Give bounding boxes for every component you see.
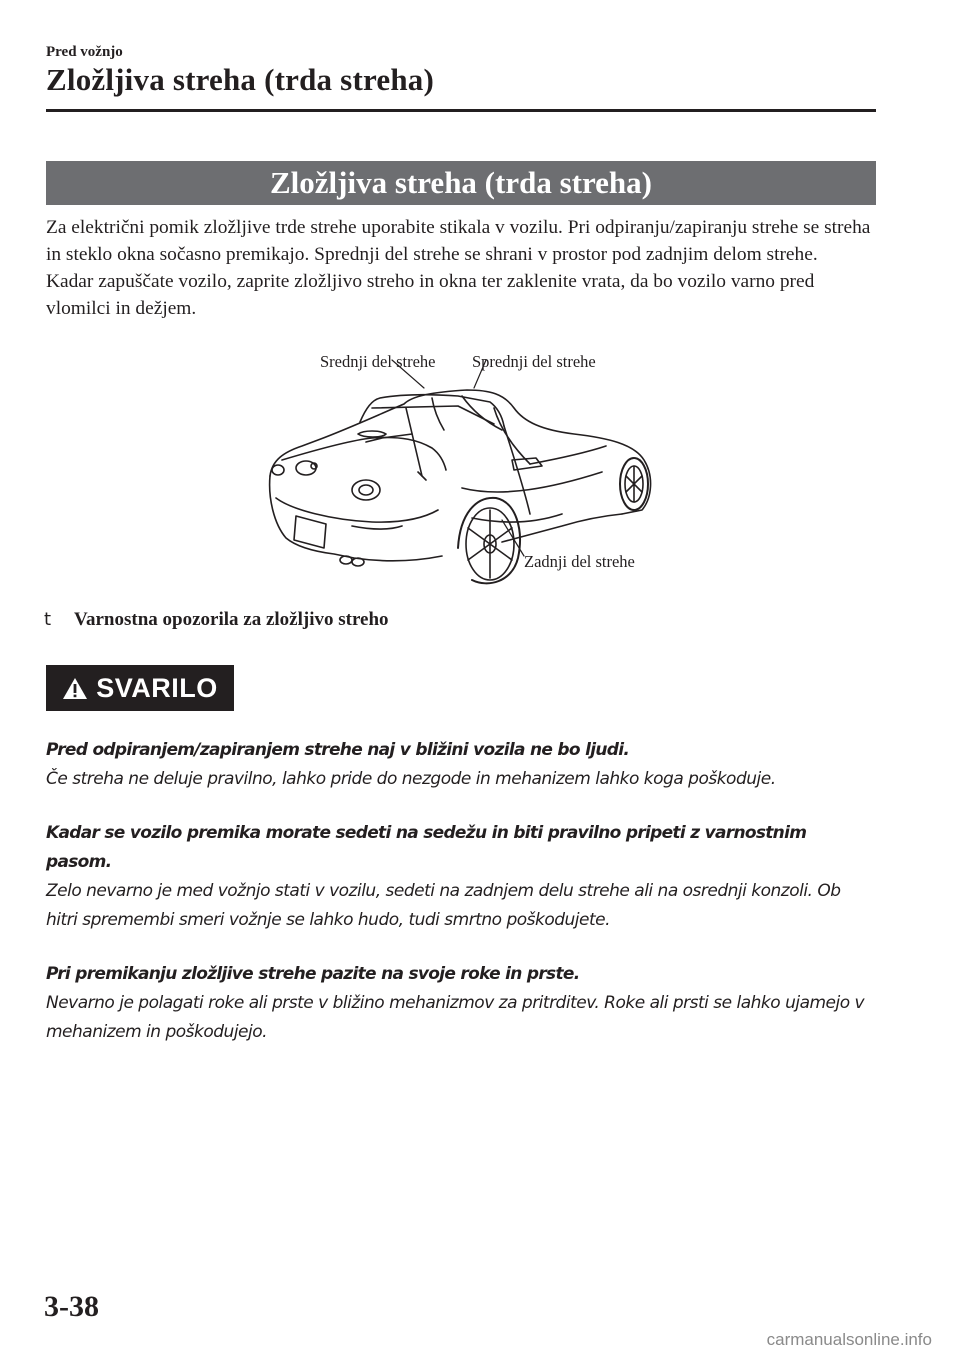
warning-item (46, 736, 876, 794)
subsection-title: Varnostna opozorila za zložljivo streho (74, 609, 389, 630)
callout-rear-roof: Zadnji del strehe (524, 552, 635, 571)
callout-front-roof: Sprednji del strehe (472, 352, 596, 371)
watermark: carmanualsonline.info (766, 1330, 932, 1349)
warning-triangle-icon (62, 677, 88, 700)
warning-heading: Pred odpiranjem/zapiranjem strehe naj v bližini vozila ne bo ljudi. (46, 740, 630, 760)
warning-heading: Kadar se vozilo premika morate sedeti na sedežu in biti pravilno pripeti z varnostnim pasom. (46, 823, 807, 872)
warning-body: Če streha ne deluje pravilno, lahko pride do nezgode in mehanizem lahko koga poškoduje. (46, 769, 776, 789)
warning-body: Nevarno je polagati roke ali prste v bližino mehanizmov za pritrditev. Roke ali prsti se lahko ujamejo v mehanizem in poškodujejo. (46, 993, 865, 1042)
page-title: Zložljiva streha (trda streha) (46, 62, 434, 97)
section-banner: Zložljiva streha (trda streha) (46, 161, 876, 205)
intro-paragraph-1: Za električni pomik zložljive trde strehe uporabite stikala v vozilu. Pri odpiranju/zapiranju strehe se streha in steklo okna sočasno premikajo. Sprednji del strehe se shrani v prostor pod zadnjim delom strehe. (46, 217, 871, 265)
warning-body: Zelo nevarno je med vožnjo stati v vozilu, sedeti na zadnjem delu strehe ali na osrednji konzoli. Ob hitri spremembi smeri vožnje se lahko hudo, tudi smrtno poškodujete. (46, 881, 841, 930)
warning-badge (46, 665, 234, 711)
bullet-glyph: t (44, 609, 52, 630)
warning-heading: Pri premikanju zložljive strehe pazite na svoje roke in prste. (46, 964, 580, 984)
title-divider (46, 109, 876, 112)
callout-middle-roof: Srednji del strehe (320, 352, 436, 371)
page-number: 3-38 (44, 1290, 99, 1323)
subsection-heading (44, 609, 389, 631)
warning-item (46, 960, 876, 1047)
car-illustration (262, 348, 682, 590)
intro-paragraph-2: Kadar zapuščate vozilo, zaprite zložljivo streho in okna ter zaklenite vrata, da bo vozilo varno pred vlomilci in dežjem. (46, 271, 815, 319)
warning-item (46, 819, 876, 935)
intro-text (46, 214, 880, 322)
warning-list (46, 736, 876, 1072)
section-label: Pred vožnjo (46, 44, 123, 60)
warning-badge-label: SVARILO (96, 672, 218, 703)
